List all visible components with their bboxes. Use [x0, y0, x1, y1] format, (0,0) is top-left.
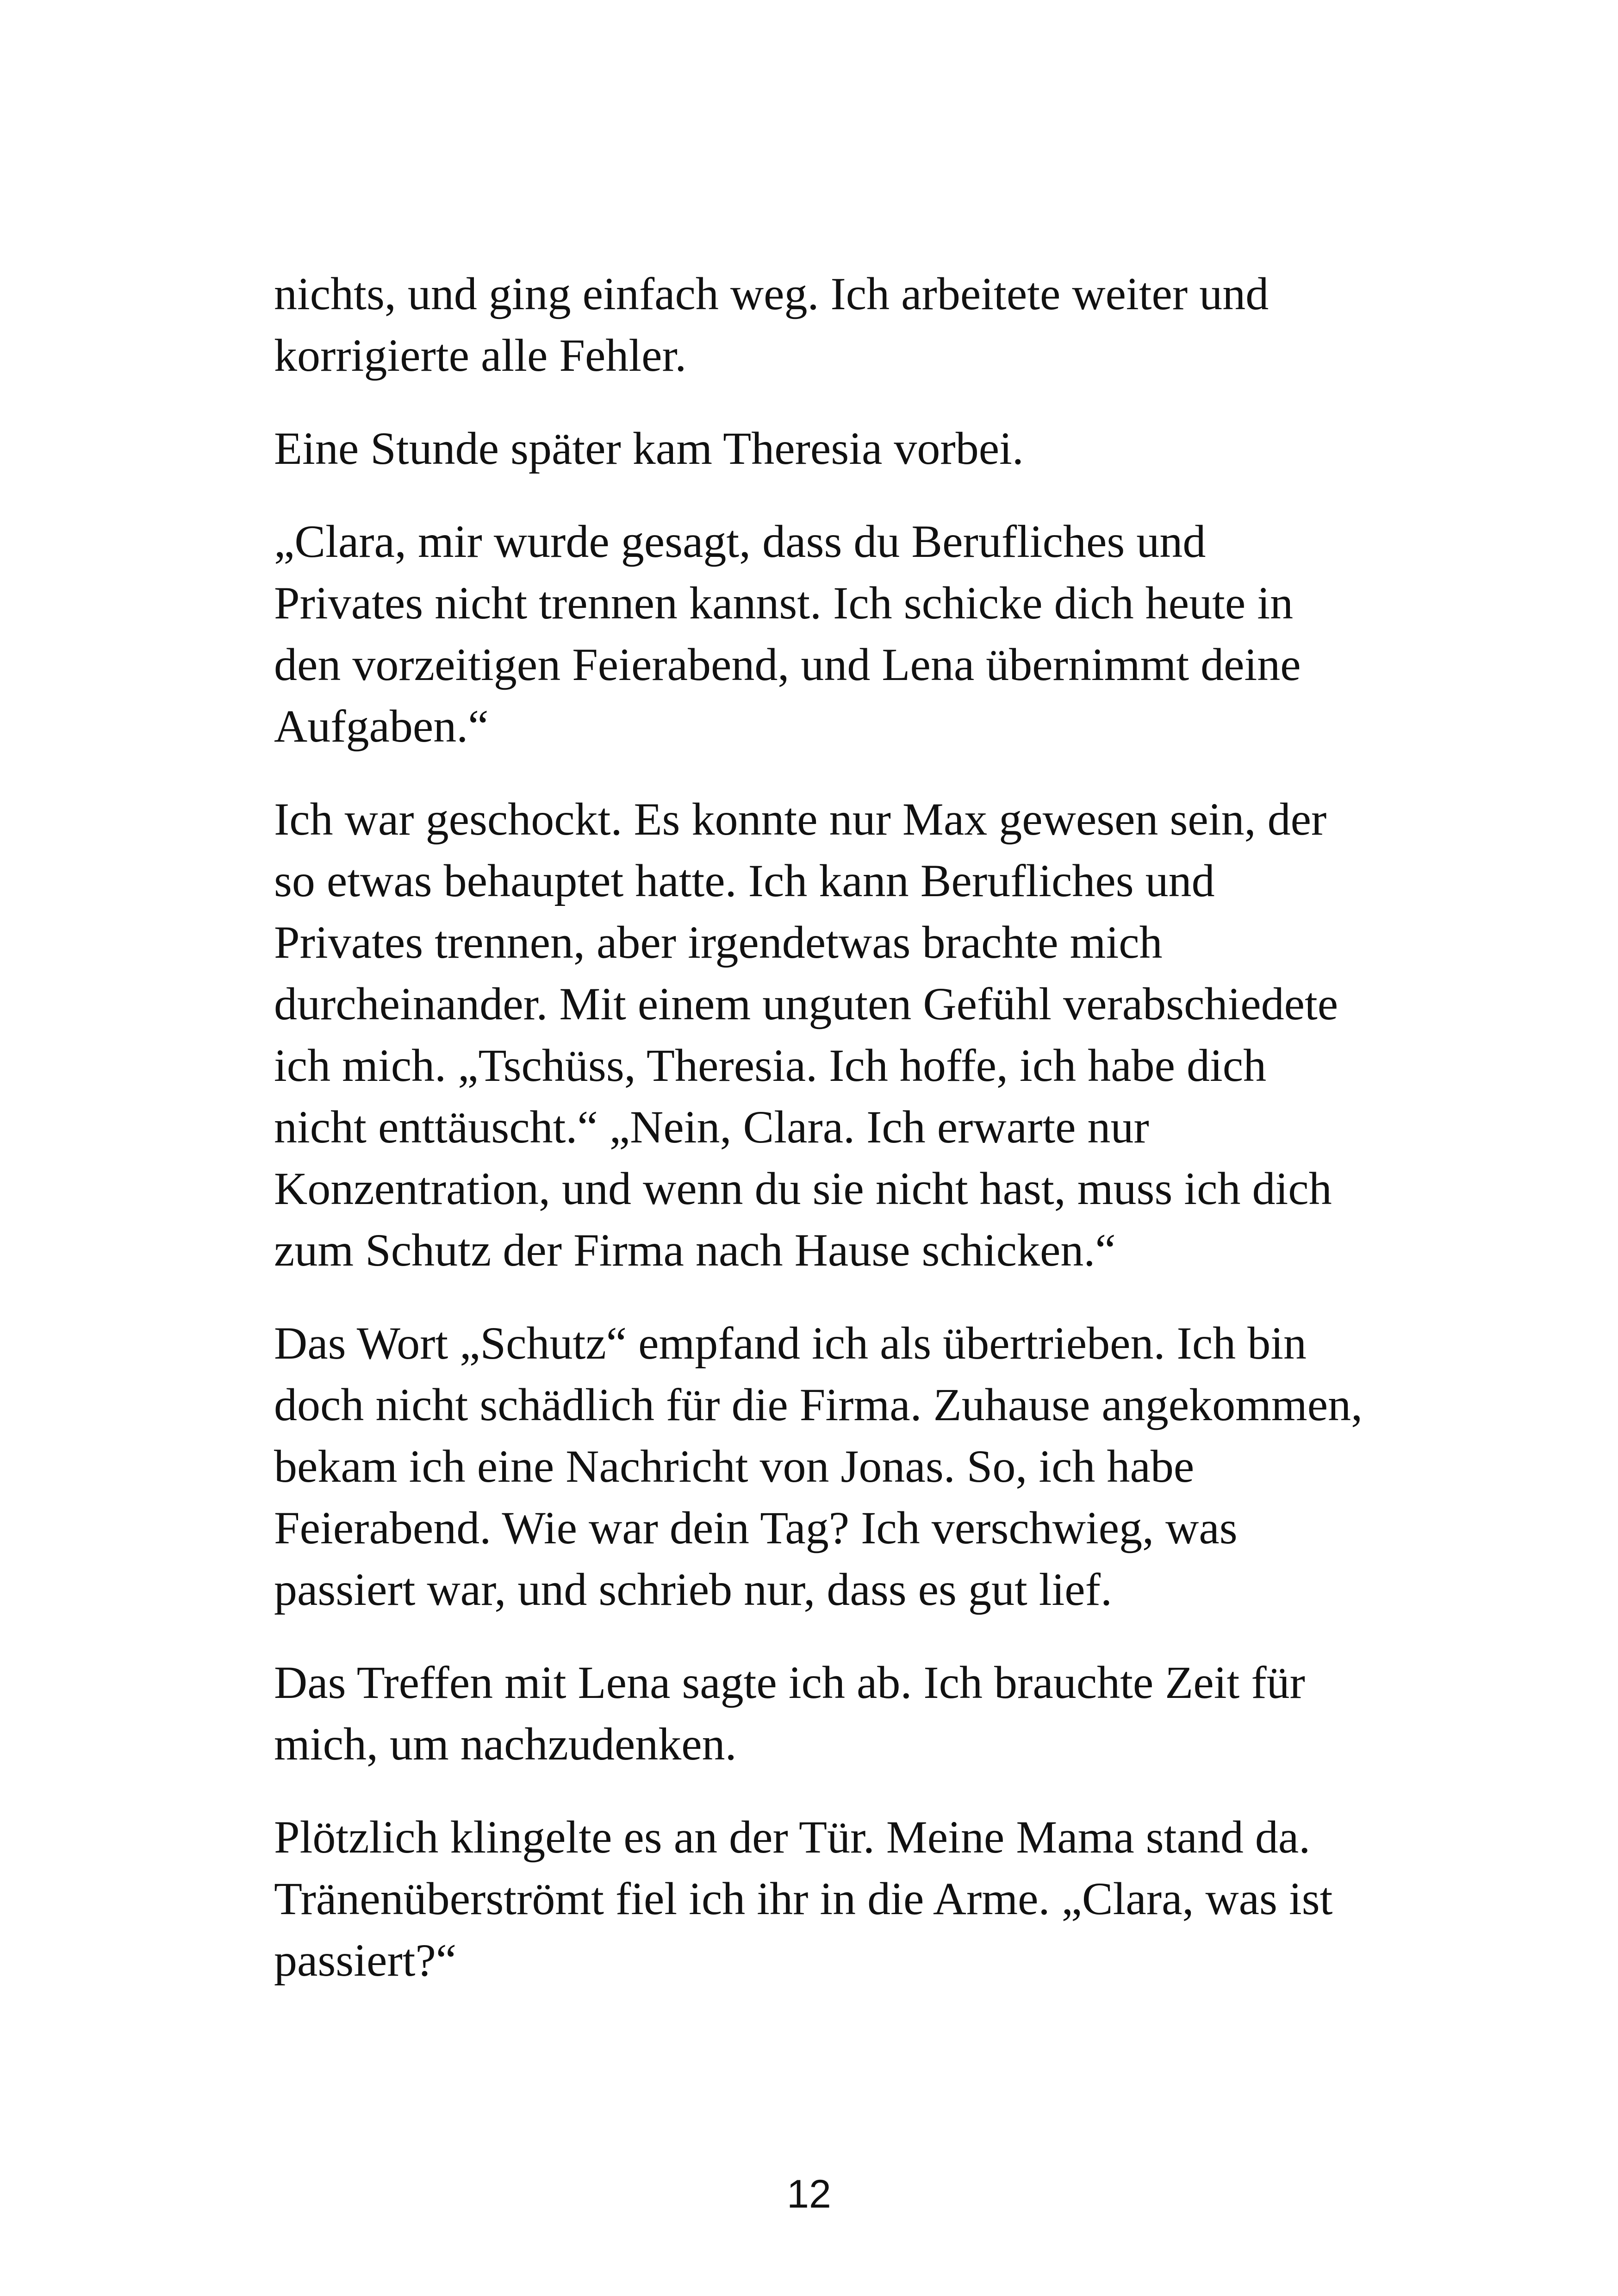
paragraph-1: nichts, und ging einfach weg. Ich arbeitete weiter und korrigierte alle Fehler.: [274, 268, 1269, 381]
paragraph-4: Ich war geschockt. Es konnte nur Max gewesen sein, der so etwas behauptet hatte. Ich kann Berufliches und Privates trennen, aber irgendetwas brachte mich durcheinander. Mit einem unguten Gefühl verabschiedete ich mich. „Tschüss, Theresia. Ich hoffe, ich habe dich nicht enttäuscht.“ „Nein, Clara. Ich erwarte nur Konzentration, und wenn du sie nicht hast, muss ich dich zum Schutz der Firma nach Hause schicken.“: [274, 793, 1338, 1276]
page-number: 12: [787, 2172, 831, 2216]
paragraph-3: „Clara, mir wurde gesagt, dass du Berufliches und Privates nicht trennen kannst. Ich schicke dich heute in den vorzeitigen Feierabend, und Lena übernimmt deine Aufgaben.“: [274, 516, 1301, 752]
paragraph-7: Plötzlich klingelte es an der Tür. Meine Mama stand da. Tränenüberströmt fiel ich ihr in die Arme. „Clara, was ist passiert?“: [274, 1811, 1333, 1986]
paragraph-5: Das Wort „Schutz“ empfand ich als übertrieben. Ich bin doch nicht schädlich für die Firma. Zuhause angekommen, bekam ich eine Nachricht von Jonas. So, ich habe Feierabend. Wie war dein Tag? Ich verschwieg, was passiert war, und schrieb nur, dass es gut lief.: [274, 1317, 1363, 1615]
body-text: [274, 263, 1366, 2022]
paragraph-2: Eine Stunde später kam Theresia vorbei.: [274, 423, 1024, 474]
paragraph-6: Das Treffen mit Lena sagte ich ab. Ich brauchte Zeit für mich, um nachzudenken.: [274, 1657, 1305, 1770]
